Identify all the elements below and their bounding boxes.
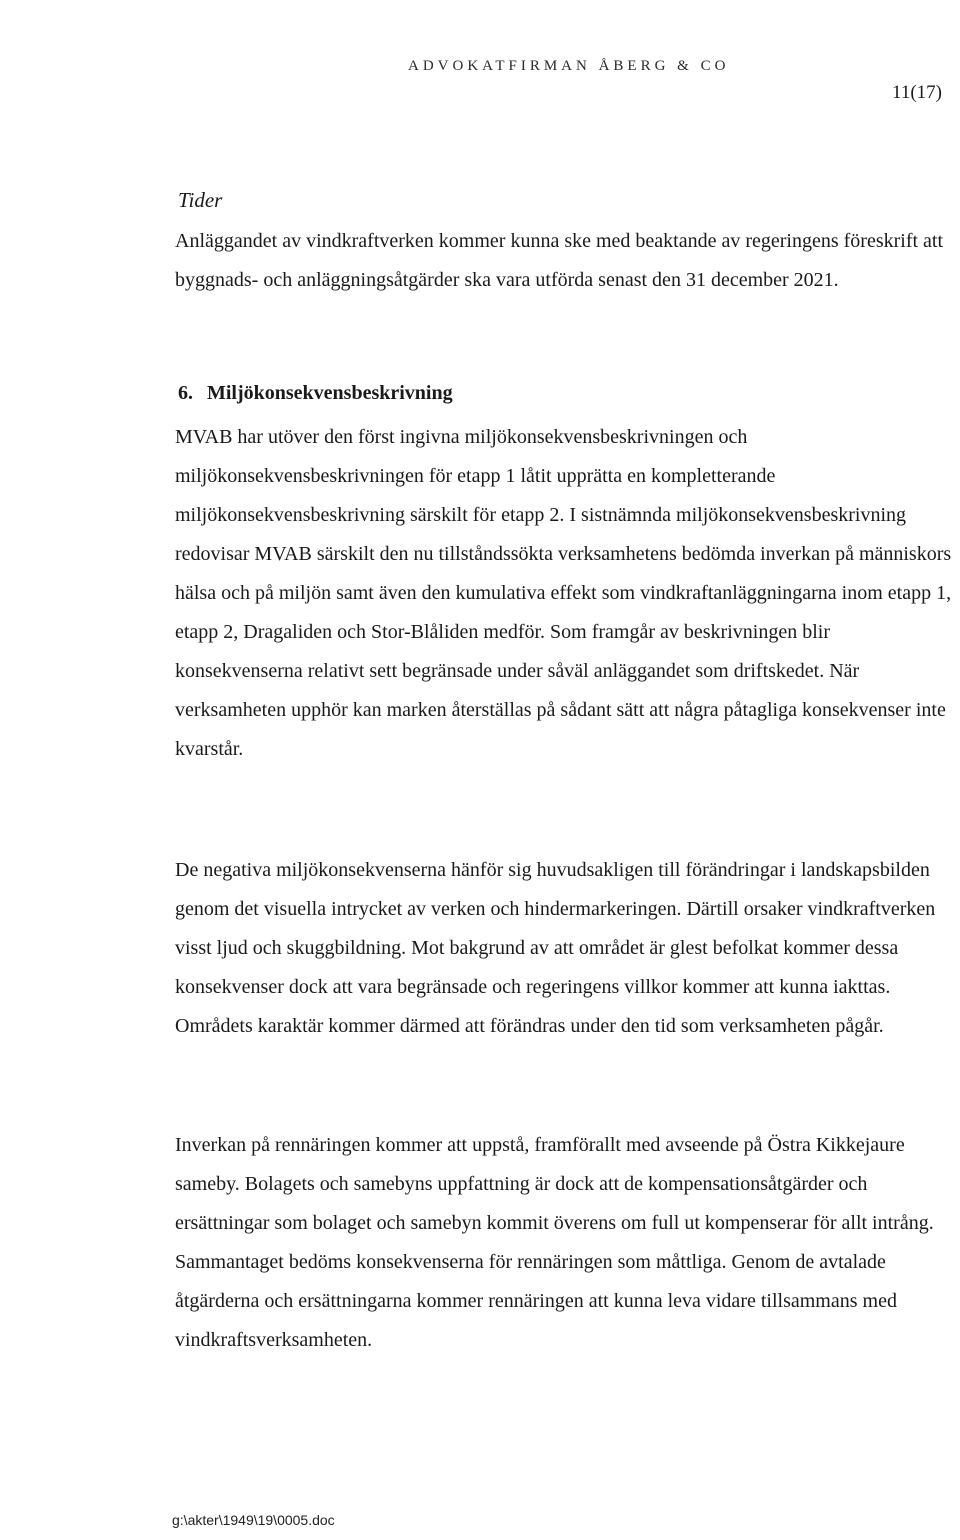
paragraph-reindeer-husbandry: Inverkan på rennäringen kommer att uppstå, framförallt med avseende på Östra Kikkejaure sameby. Bolagets och samebyns uppfattning är dock att de kompensationsåtgärder och ersättningar som bolaget och samebyn kommit överens om full ut kompenserar för allt intrång. Sammantaget bedöms konsekvenserna för rennäringen som måttliga. Genom de avtalade åtgärderna och ersättningarna kommer rennäringen att kunna leva vidare tillsammans med vindkraftsverksamheten. bbox=[175, 1134, 934, 1351]
section-title: Miljökonsekvensbeskrivning bbox=[207, 382, 453, 404]
firm-name-header: ADVOKATFIRMAN ÅBERG & CO bbox=[408, 58, 730, 74]
section-number: 6. bbox=[178, 382, 193, 404]
paragraph-negative-consequences: De negativa miljökonsekvenserna hänför sig huvudsakligen till förändringar i landskapsbilden genom det visuella intrycket av verken och hindermarkeringen. Därtill orsaker vindkraftverken visst ljud och skuggbildning. Mot bakgrund av att området är glest befolkat kommer dessa konsekvenser dock att vara begränsade och regeringens villkor kommer att kunna iakttas. Områdets karaktär kommer därmed att förändras under den tid som verksamheten pågår. bbox=[175, 859, 936, 1037]
paragraph-mkb-overview: MVAB har utöver den först ingivna miljökonsekvensbeskrivningen och miljökonsekvensbeskrivningen för etapp 1 låtit upprätta en kompletterande miljökonsekvensbeskrivning särskilt för etapp 2. I sistnämnda miljökonsekvensbeskrivning redovisar MVAB särskilt den nu tillståndssökta verksamhetens bedömda inverkan på människors hälsa och på miljön samt även den kumulativa effekt som vindkraftanläggningarna inom etapp 1, etapp 2, Dragaliden och Stor-Blåliden medför. Som framgår av beskrivningen blir konsekvenserna relativt sett begränsade under såväl anläggandet som driftskedet. När verksamheten upphör kan marken återställas på sådant sätt att några påtagliga konsekvenser inte kvarstår. bbox=[175, 426, 952, 760]
paragraph-tider: Anläggandet av vindkraftverken kommer kunna ske med beaktande av regeringens föreskrift att byggnads- och anläggningsåtgärder ska vara utförda senast den 31 december 2021. bbox=[175, 230, 944, 291]
section-heading-tider: Tider bbox=[178, 188, 223, 212]
section-heading-miljokonsekvensbeskrivning bbox=[178, 382, 453, 405]
footer-file-path: g:\akter\1949\19\0005.doc bbox=[172, 1512, 335, 1528]
page-number: 11(17) bbox=[892, 82, 942, 103]
